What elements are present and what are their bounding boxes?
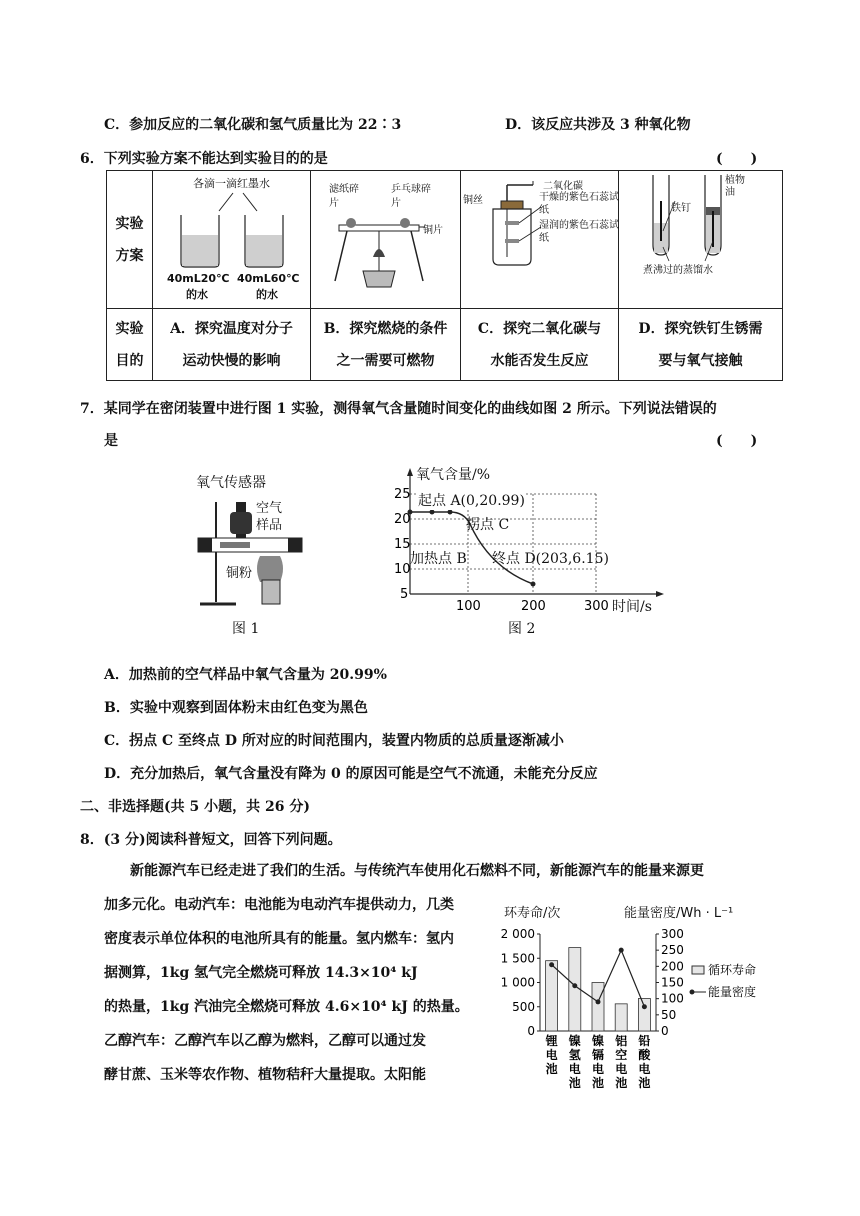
chart-right-axis-label: 能量密度/Wh · L⁻¹: [624, 906, 734, 921]
svg-text:15: 15: [394, 537, 411, 552]
chart-right-tick-label: 50: [661, 1007, 677, 1022]
bar-cycle-life: [615, 1004, 627, 1031]
fig2-end-point-label: 终点 D(203,6.15): [492, 551, 609, 567]
figure2-caption: 图 2: [508, 621, 536, 637]
scheme-a-beakers: [153, 171, 310, 308]
chart-category-label: 酸: [638, 1048, 651, 1062]
chart-category-label: 池: [638, 1076, 651, 1090]
q5-option-c: C．参加反应的二氧化碳和氢气质量比为 22∶3: [104, 117, 402, 133]
scheme-d-rust: [619, 171, 782, 308]
label-boiled-water: 煮沸过的蒸馏水: [643, 265, 713, 276]
label-filter-paper: 滤纸碎片: [329, 184, 359, 209]
chart-category-label: 池: [545, 1062, 558, 1076]
point-energy-density: [596, 999, 601, 1004]
svg-text:100: 100: [456, 599, 481, 614]
point-energy-density: [642, 1004, 647, 1009]
point-energy-density: [549, 962, 554, 967]
fig2-y-axis-label: 氧气含量/%: [416, 467, 491, 483]
q8-stem: 8．(3 分)阅读科普短文，回答下列问题。: [80, 832, 342, 848]
chart-category-label: 池: [568, 1076, 581, 1090]
chart-left-axis-label: 环寿命/次: [504, 906, 561, 921]
chart-right-tick-label: 250: [661, 943, 684, 958]
label-iron-nail: 铁钉: [671, 203, 691, 214]
label-copper-plate: 铜片: [423, 225, 443, 236]
q7-option-b: B．实验中观察到固体粉末由红色变为黑色: [104, 700, 368, 716]
bar-cycle-life: [592, 983, 604, 1032]
chart-category-label: 电: [615, 1062, 628, 1076]
fig2-x-axis-label: 时间/s: [612, 599, 652, 615]
chart-left-tick-label: 0: [527, 1024, 535, 1038]
chart-right-tick-label: 100: [661, 991, 684, 1006]
chart-category-label: 镍: [591, 1034, 605, 1048]
bar-cycle-life: [546, 961, 558, 1031]
svg-text:200: 200: [521, 599, 546, 614]
chart-category-label: 电: [591, 1062, 605, 1076]
q7-option-c: C．拐点 C 至终点 D 所对应的时间范围内，装置内物质的总质量逐渐减小: [104, 733, 564, 749]
chart-right-tick-label: 300: [661, 927, 684, 941]
passage-line-3: 密度表示单位体积的电池所具有的能量。氢内燃车：氢内: [104, 931, 454, 947]
passage-line-1: 新能源汽车已经走进了我们的生活。与传统汽车使用化石燃料不同，新能源汽车的能量来源更: [130, 863, 704, 879]
q7-stem-line2: 是: [104, 433, 118, 449]
label-pingpong: 乒乓球碎片: [391, 184, 431, 209]
svg-text:5: 5: [400, 587, 409, 602]
svg-text:300: 300: [584, 599, 609, 614]
chart-left-tick-label: 2 000: [500, 927, 535, 941]
scheme-b-combustion: [311, 171, 460, 308]
chart-category-label: 空: [615, 1048, 628, 1062]
chart-category-label: 电: [638, 1062, 651, 1076]
chart-category-label: 池: [615, 1076, 628, 1090]
bar-cycle-life: [638, 999, 650, 1031]
fig2-turning-point-label: 拐点 C: [466, 517, 510, 533]
q7-stem-line1: 7．某同学在密闭装置中进行图 1 实验，测得氧气含量随时间变化的曲线如图 2 所示。下列说法错误的: [80, 401, 717, 417]
rust-diagram: [619, 171, 783, 308]
q6-experiment-table: [106, 170, 783, 381]
purpose-a: A．探究温度对分子 运动快慢的影响: [153, 309, 311, 381]
combustion-diagram: [311, 171, 461, 308]
label-air-sample: 空气样品: [256, 501, 283, 533]
purpose-c: C．探究二氧化碳与 水能否发生反应: [461, 309, 619, 381]
passage-line-7: 酵甘蔗、玉米等农作物、植物秸秆大量提取。太阳能: [104, 1067, 426, 1083]
chart-category-label: 铅: [638, 1034, 651, 1048]
chart-category-label: 电: [568, 1062, 581, 1076]
figure1-caption: 图 1: [232, 621, 260, 637]
passage-line-2: 加多元化。电动汽车：电池能为电动汽车提供动力，几类: [104, 897, 454, 913]
passage-line-5: 的热量，1kg 汽油完全燃烧可释放 4.6×10⁴ kJ 的热量。: [104, 999, 469, 1015]
chart-category-label: 氢: [568, 1048, 581, 1062]
point-energy-density: [619, 948, 624, 953]
legend-bar-swatch: [692, 966, 704, 974]
passage-line-4: 据测算，1kg 氢气完全燃烧可释放 14.3×10⁴ kJ: [104, 965, 418, 981]
passage-line-6: 乙醇汽车：乙醇汽车以乙醇为燃料，乙醇可以通过发: [104, 1033, 426, 1049]
q6-answer-bracket: ( ): [716, 151, 758, 167]
chart-right-tick-label: 0: [661, 1024, 669, 1038]
svg-text:10: 10: [394, 562, 411, 577]
battery-chart-svg: [494, 896, 790, 1092]
label-wet-litmus: 湿润的紫色石蕊试纸: [539, 220, 619, 244]
chart-category-label: 池: [591, 1076, 605, 1090]
chart-category-label: 铝: [615, 1034, 628, 1048]
label-vegetable-oil: 植物油: [725, 175, 745, 198]
q7-answer-bracket: ( ): [716, 433, 758, 449]
row-label-purpose: 实验目的: [107, 309, 153, 381]
label-water-60: 40mL60℃的水: [237, 272, 300, 301]
q7-option-d: D．充分加热后，氧气含量没有降为 0 的原因可能是空气不流通，未能充分反应: [104, 766, 598, 782]
label-dry-litmus: 干燥的紫色石蕊试纸: [539, 192, 619, 216]
chart-left-tick-label: 1 500: [500, 951, 535, 966]
figure1-apparatus: [190, 472, 310, 642]
q6-stem: 6．下列实验方案不能达到实验目的的是: [80, 151, 328, 167]
label-red-ink: 各滴一滴红墨水: [193, 177, 270, 190]
label-oxygen-sensor: 氧气传感器: [196, 475, 266, 491]
svg-text:20: 20: [394, 512, 411, 527]
q7-option-a: A．加热前的空气样品中氧气含量为 20.99%: [104, 667, 387, 683]
chart-left-tick-label: 500: [512, 999, 535, 1014]
label-co2: 二氧化碳: [543, 181, 583, 192]
chart-category-label: 镍: [568, 1034, 581, 1048]
fig2-heating-point-label: 加热点 B: [410, 551, 467, 567]
purpose-b: B．探究燃烧的条件 之一需要可燃物: [311, 309, 461, 381]
fig2-start-point-label: 起点 A(0,20.99): [418, 490, 525, 510]
figure2-oxygen-curve: [390, 464, 670, 644]
section-heading: 二、非选择题(共 5 小题，共 26 分): [80, 799, 310, 815]
purpose-d: D．探究铁钉生锈需 要与氧气接触: [619, 309, 783, 381]
label-water-20: 40mL20℃的水: [167, 272, 230, 301]
chart-right-tick-label: 150: [661, 975, 684, 990]
chart-right-tick-label: 200: [661, 959, 684, 974]
q5-option-d: D．该反应共涉及 3 种氧化物: [505, 117, 691, 133]
legend-label-cycle-life: 循环寿命: [708, 963, 757, 977]
chart-left-tick-label: 1 000: [500, 975, 535, 990]
point-energy-density: [572, 983, 577, 988]
legend-line-dot: [690, 990, 695, 995]
row-label-scheme: 实验方案: [107, 171, 153, 309]
label-copper-wire: 铜丝: [463, 195, 483, 206]
chart-category-label: 锂: [545, 1034, 558, 1048]
label-copper-powder: 铜粉: [226, 566, 253, 581]
chart-category-label: 电: [545, 1048, 558, 1062]
chart-category-label: 镉: [591, 1048, 605, 1062]
scheme-c-co2: [461, 171, 618, 308]
battery-chart: [494, 896, 790, 1092]
svg-text:25: 25: [394, 487, 411, 502]
legend-label-energy-density: 能量密度: [708, 985, 757, 999]
